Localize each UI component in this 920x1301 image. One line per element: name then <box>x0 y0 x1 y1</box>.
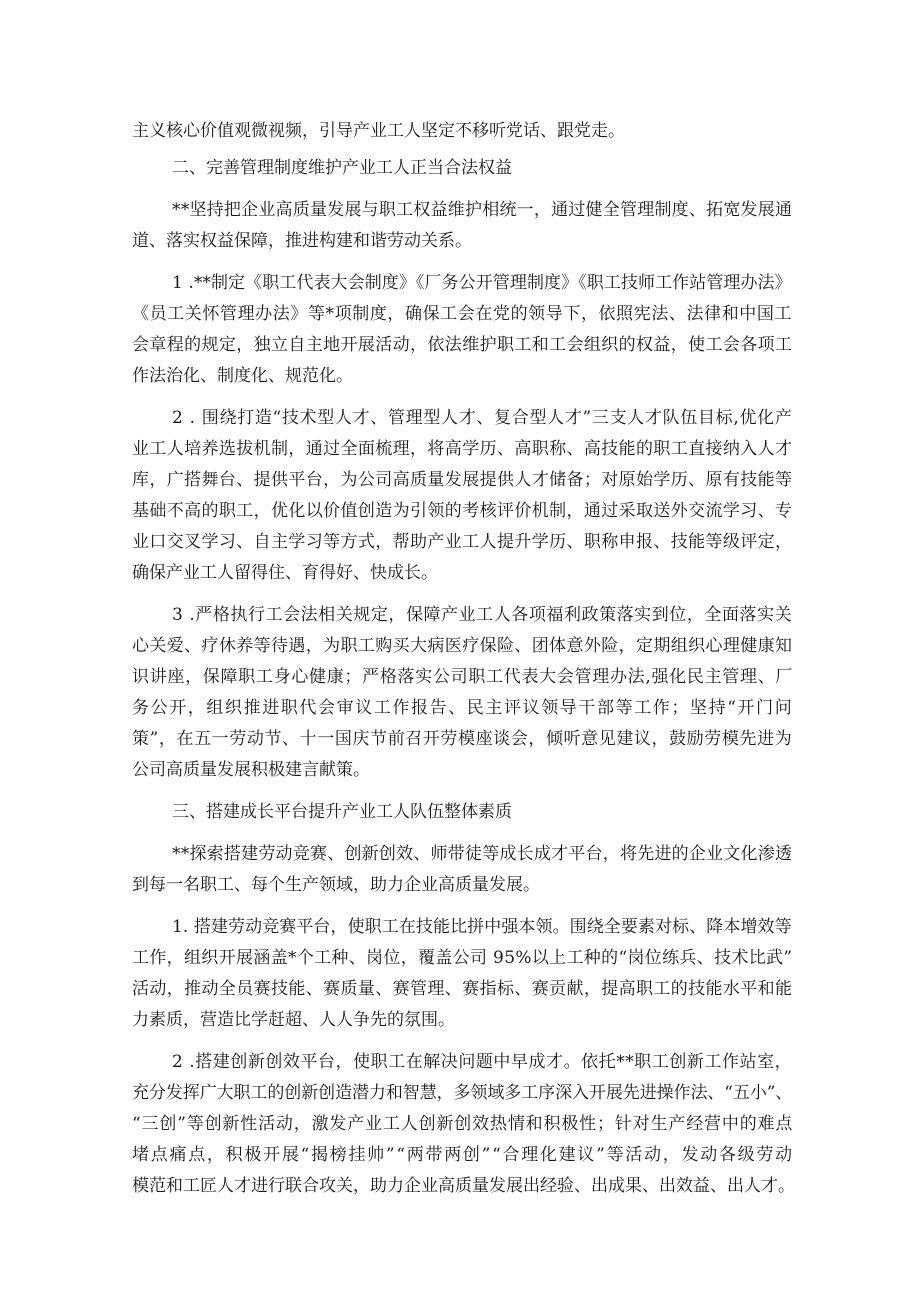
paragraph-line: 模范和工匠人才进行联合攻关，助力企业高质量发展出经验、出成果、出效益、出人才。 <box>132 1176 795 1196</box>
paragraph-line: 1 .**制定《职工代表大会制度》《厂务公开管理制度》《职工技师工作站管理办法》 <box>172 273 792 293</box>
paragraph-line: 道、落实权益保障，推进构建和谐劳动关系。 <box>132 231 472 251</box>
paragraph-line: 识讲座，保障职工身心健康；严格落实公司职工代表大会管理办法,强化民主管理、厂 <box>132 667 794 687</box>
paragraph-line: 工作，组织开展涵盖*个工种、岗位，覆盖公司 95%以上工种的“岗位练兵、技术比武” <box>132 948 793 968</box>
paragraph-line: 《员工关怀管理办法》等*项制度，确保工会在党的领导下，依照宪法、法律和中国工 <box>132 304 793 324</box>
paragraph-line: 作法治化、制度化、规范化。 <box>132 366 353 386</box>
paragraph-line: “三创”等创新性活动，激发产业工人创新创效热情和积极性；针对生产经营中的难点 <box>132 1114 794 1134</box>
paragraph-line: 业工人培养选拔机制，通过全面梳理，将高学历、高职称、高技能的职工直接纳入人才 <box>132 439 793 459</box>
paragraph-line: 务公开，组织推进职代会审议工作报告、民主评议领导干部等工作；坚持“开门问 <box>132 698 794 718</box>
paragraph-line: 力素质，营造比学赶超、人人争先的氛围。 <box>132 1010 455 1030</box>
paragraph-line: 策”，在五一劳动节、十一国庆节前召开劳模座谈会，倾听意见建议，鼓励劳模先进为 <box>132 729 793 749</box>
paragraph-line: 公司高质量发展积极建言献策。 <box>132 760 370 780</box>
paragraph-line: 堵点痛点，积极开展“揭榜挂帅”“两带两创”“合理化建议”等活动，发动各级劳动 <box>132 1145 794 1165</box>
paragraph-line: **坚持把企业高质量发展与职工权益维护相统一，通过健全管理制度、拓宽发展通 <box>172 200 793 220</box>
paragraph-line: 业口交叉学习、自主学习等方式，帮助产业工人提升学历、职称申报、技能等级评定， <box>132 532 793 552</box>
paragraph-line: 充分发挥广大职工的创新创造潜力和智慧，多领域多工序深入开展先进操作法、“五小”、 <box>132 1083 793 1103</box>
paragraph-line: 基础不高的职工，优化以价值创造为引领的考核评价机制，通过采取送外交流学习、专 <box>132 501 793 521</box>
paragraph-line: 2 . 围绕打造“技术型人才、管理型人才、复合型人才”三支人才队伍目标,优化产 <box>172 408 793 428</box>
paragraph-line: 会章程的规定，独立自主地开展活动，依法维护职工和工会组织的权益，使工会各项工 <box>132 335 793 355</box>
section-heading: 三、搭建成长平台提升产业工人队伍整体素质 <box>172 802 512 822</box>
paragraph-line: 3 .严格执行工会法相关规定，保障产业工人各项福利政策落实到位，全面落实关 <box>172 605 793 625</box>
paragraph-line: 1. 搭建劳动竞赛平台，使职工在技能比拼中强本领。围绕全要素对标、降本增效等 <box>172 917 792 937</box>
paragraph-line: 主义核心价值观微视频，引导产业工人坚定不移听党话、跟党走。 <box>132 121 625 141</box>
paragraph-line: **探索搭建劳动竞赛、创新创效、师带徒等成长成才平台，将先进的企业文化渗透 <box>172 844 793 864</box>
paragraph-line: 到每一名职工、每个生产领域，助力企业高质量发展。 <box>132 875 540 895</box>
paragraph-line: 库，广搭舞台、提供平台，为公司高质量发展提供人才储备；对原始学历、原有技能等 <box>132 470 793 490</box>
paragraph-line: 确保产业工人留得住、育得好、快成长。 <box>132 563 438 583</box>
paragraph-line: 心关爱、疗休养等待遇，为职工购买大病医疗保险、团体意外险，定期组织心理健康知 <box>132 636 793 656</box>
section-heading: 二、完善管理制度维护产业工人正当合法权益 <box>172 158 512 178</box>
paragraph-line: 2 .搭建创新创效平台，使职工在解决问题中早成才。依托**职工创新工作站室， <box>172 1052 793 1072</box>
paragraph-line: 活动，推动全员赛技能、赛质量、赛管理、赛指标、赛贡献，提高职工的技能水平和能 <box>132 979 793 999</box>
